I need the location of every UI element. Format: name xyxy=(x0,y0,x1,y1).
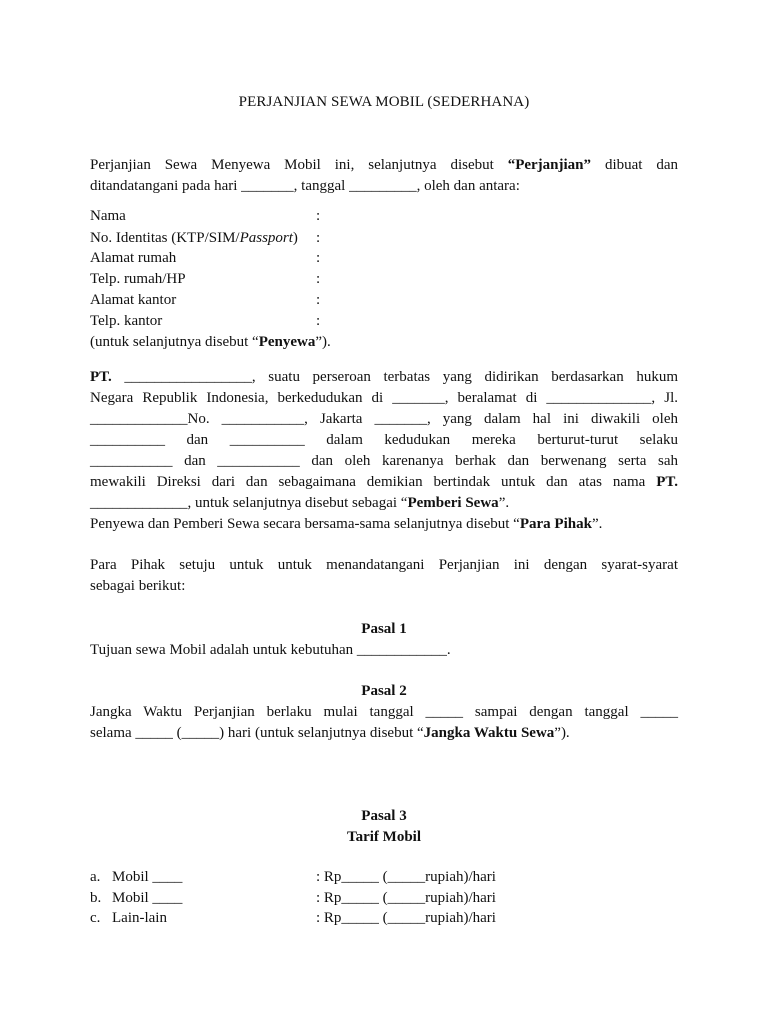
field-row-alamat-kantor: Alamat kantor : xyxy=(90,292,321,308)
tarif-item: a. Mobil ____ : Rp_____ (_____rupiah)/hari xyxy=(90,869,496,885)
intro-paragraph xyxy=(90,155,678,197)
pt-line-6: mewakili Direksi dari dan sebagaimana demikian bertindak untuk dan atas nama PT. xyxy=(90,474,678,490)
pasal-1-heading: Pasal 1 xyxy=(361,621,407,637)
tarif-item: b. Mobil ____ : Rp_____ (_____rupiah)/hari xyxy=(90,890,496,906)
pasal-2-line-2: selama _____ (_____) hari (untuk selanjutnya disebut “Jangka Waktu Sewa”). xyxy=(90,725,570,741)
penyewa-note: (untuk selanjutnya disebut “Penyewa”). xyxy=(90,334,331,350)
field-row-telp-rumah: Telp. rumah/HP : xyxy=(90,271,321,287)
pt-line-1: PT. _________________, suatu perseroan terbatas yang didirikan berdasarkan hukum xyxy=(90,369,678,385)
agree-line-2: sebagai berikut: xyxy=(90,578,186,594)
field-row-alamat-rumah: Alamat rumah : xyxy=(90,250,321,266)
intro-line-1: Perjanjian Sewa Menyewa Mobil ini, selanjutnya disebut “Perjanjian” dibuat dan xyxy=(90,157,678,173)
pt-line-7: _____________, untuk selanjutnya disebut sebagai “Pemberi Sewa”. xyxy=(90,495,510,511)
field-row-identitas: No. Identitas (KTP/SIM/Passport) : xyxy=(90,230,321,246)
pt-line-4: __________ dan __________ dalam kedudukan mereka berturut-turut selaku xyxy=(90,432,678,448)
field-row-nama: Nama : xyxy=(90,208,321,224)
tarif-item: c. Lain-lain : Rp_____ (_____rupiah)/hari xyxy=(90,910,496,926)
pasal-2-paragraph xyxy=(90,702,678,744)
pasal-2-heading: Pasal 2 xyxy=(361,683,407,699)
intro-line-2: ditandatangani pada hari _______, tanggal _________, oleh dan antara: xyxy=(90,178,520,194)
agree-paragraph xyxy=(90,555,678,597)
pt-line-5: ___________ dan ___________ dan oleh karenanya berhak dan berwenang serta sah xyxy=(90,453,678,469)
agree-line-1: Para Pihak setuju untuk untuk menandatangani Perjanjian ini dengan syarat-syarat xyxy=(90,557,678,573)
pasal-3-heading: Pasal 3 xyxy=(361,808,407,824)
pasal-2-line-1: Jangka Waktu Perjanjian berlaku mulai tanggal _____ sampai dengan tanggal _____ xyxy=(90,704,678,720)
pt-line-2: Negara Republik Indonesia, berkedudukan di _______, beralamat di ______________, Jl. xyxy=(90,390,678,406)
field-row-telp-kantor: Telp. kantor : xyxy=(90,313,321,329)
pt-line-3: _____________No. ___________, Jakarta _______, yang dalam hal ini diwakili oleh xyxy=(90,411,678,427)
pasal-1-text: Tujuan sewa Mobil adalah untuk kebutuhan ____________. xyxy=(90,642,451,658)
pasal-3-subheading: Tarif Mobil xyxy=(346,829,422,845)
document-title: PERJANJIAN SEWA MOBIL (SEDERHANA) xyxy=(238,94,530,110)
pt-paragraph xyxy=(90,367,678,535)
para-pihak-line: Penyewa dan Pemberi Sewa secara bersama-sama selanjutnya disebut “Para Pihak”. xyxy=(90,516,603,532)
